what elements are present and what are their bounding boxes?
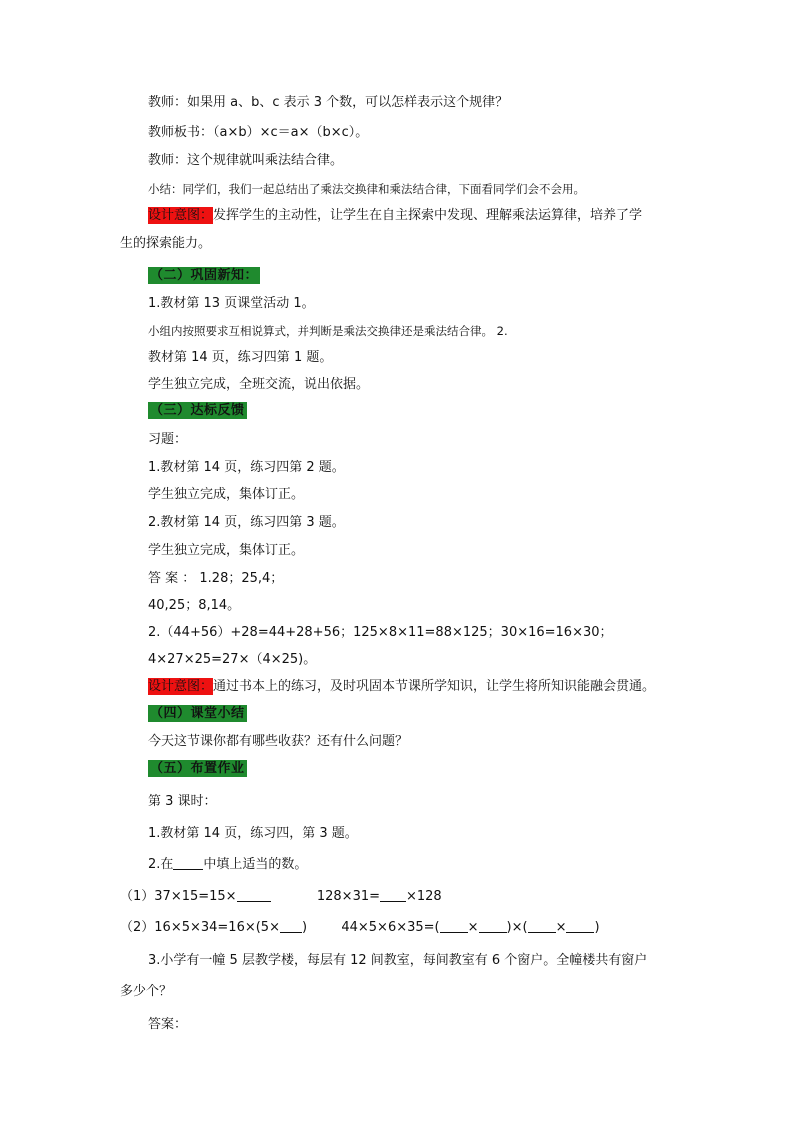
list-item: 学生独立完成，全班交流，说出依据。 — [148, 377, 370, 392]
list-item: 小组内按照要求互相说算式，并判断是乘法交换律还是乘法结合律。 2. — [148, 324, 508, 338]
word-problem: 3.小学有一幢 5 层教学楼，每层有 12 间教室，每间教室有 6 个窗户。全幢楼共有窗户 — [148, 953, 648, 968]
blank-line[interactable] — [237, 889, 271, 902]
list-item: 学生独立完成，集体订正。 — [148, 487, 305, 502]
section-heading-label: （四）课堂小结 — [150, 706, 245, 721]
exercise-text: （1）37×15=15× — [120, 889, 237, 904]
answer-line: 4×27×25=27×（4×25)。 — [148, 652, 317, 667]
exercise-text: )×( — [506, 920, 528, 935]
blank-line[interactable] — [280, 920, 302, 933]
exercise-text: ×128 — [406, 889, 442, 904]
word-problem-cont: 多少个？ — [120, 984, 173, 999]
design-intent-text: 通过书本上的练习，及时巩固本节课所学知识，让学生将所知识能融会贯通。 — [213, 679, 656, 694]
blank-line[interactable] — [566, 920, 594, 933]
section-heading-label: （二）巩固新知： — [150, 268, 259, 283]
blank-line[interactable] — [440, 920, 468, 933]
answer-line: 2.（44+56）+28=44+28+56；125×8×11=88×125；30×16=16×30； — [148, 625, 613, 640]
design-intent-1 — [148, 208, 642, 224]
exercise-2 — [120, 920, 600, 936]
list-item: 1.教材第 14 页，练习四第 2 题。 — [148, 460, 345, 475]
exercise-text: × — [555, 920, 567, 935]
list-item: 今天这节课你都有哪些收获？还有什么问题？ — [148, 734, 409, 749]
fill-in-instruction — [148, 857, 307, 873]
answer-line: 答 案 ： 1.28；25,4； — [148, 571, 284, 586]
section-heading-5 — [148, 761, 247, 777]
blank-line[interactable] — [528, 920, 556, 933]
design-intent-tag: 设计意图： — [148, 679, 214, 694]
teacher-question: 教师：如果用 a、b、c 表示 3 个数，可以怎样表示这个规律？ — [148, 95, 509, 110]
design-intent-2 — [148, 679, 655, 695]
exercise-text: 128×31= — [316, 889, 380, 904]
exercise-text: ) — [594, 920, 600, 935]
answer-line: 40,25；8,14。 — [148, 598, 241, 613]
exercise-text: × — [467, 920, 479, 935]
exercise-text: 44×5×6×35=( — [341, 920, 440, 935]
list-item: 1.教材第 14 页，练习四，第 3 题。 — [148, 826, 358, 841]
section-heading-2 — [148, 268, 260, 284]
design-intent-1-cont: 生的探索能力。 — [120, 236, 212, 251]
instruction-text: 2.在 — [148, 857, 174, 872]
list-item: 1.教材第 13 页课堂活动 1。 — [148, 296, 315, 311]
instruction-text: 中填上适当的数。 — [203, 857, 308, 872]
design-intent-text: 发挥学生的主动性，让学生在自主探索中发现、理解乘法运算律，培养了学 — [213, 208, 643, 223]
summary-line: 小结：同学们，我们一起总结出了乘法交换律和乘法结合律，下面看同学们会不会用。 — [148, 182, 585, 196]
list-item: 2.教材第 14 页，练习四第 3 题。 — [148, 515, 345, 530]
list-item: 学生独立完成，集体订正。 — [148, 543, 305, 558]
teacher-board-formula: 教师板书：（a×b）×c＝a×（b×c）。 — [148, 125, 369, 140]
blank-line[interactable] — [479, 920, 507, 933]
exercise-text: （2）16×5×34=16×(5× — [120, 920, 280, 935]
design-intent-tag: 设计意图： — [148, 208, 214, 223]
list-item: 习题： — [148, 432, 188, 447]
blank-line — [173, 857, 203, 870]
section-heading-4 — [148, 706, 247, 722]
section-heading-label: （五）布置作业 — [150, 761, 245, 776]
exercise-text: ) — [301, 920, 308, 935]
blank-line[interactable] — [380, 889, 406, 902]
teacher-statement: 教师：这个规律就叫乘法结合律。 — [148, 153, 344, 168]
list-item: 教材第 14 页，练习四第 1 题。 — [148, 350, 333, 365]
section-heading-3 — [148, 403, 247, 419]
exercise-1 — [120, 889, 442, 905]
answer-label: 答案： — [148, 1017, 188, 1032]
section-heading-label: （三）达标反馈 — [150, 403, 245, 418]
list-item: 第 3 课时： — [148, 794, 217, 809]
